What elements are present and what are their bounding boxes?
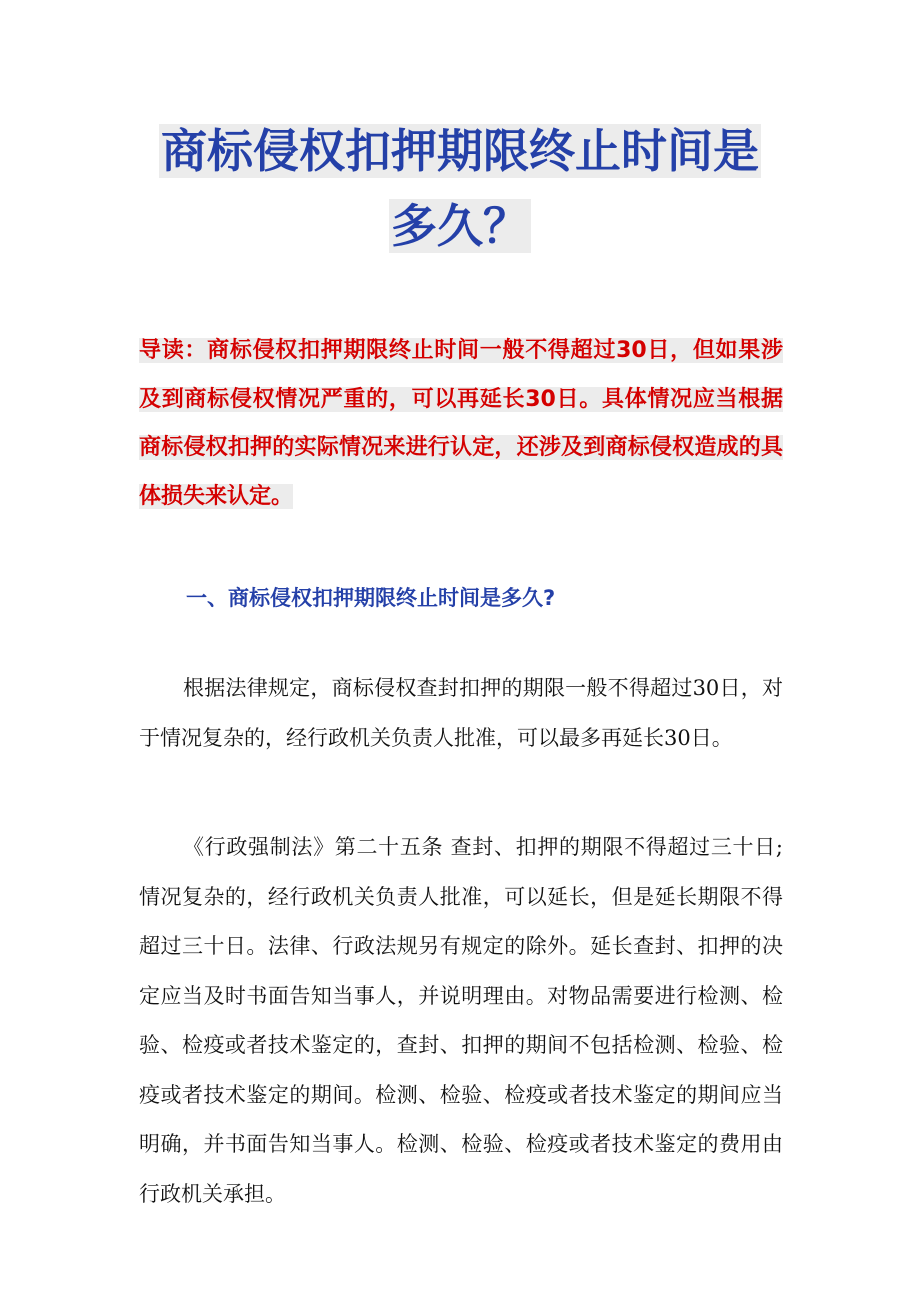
body-paragraph-2: 《行政强制法》第二十五条 查封、扣押的期限不得超过三十日;情况复杂的，经行政机关负责人批准，可以延长，但是延长期限不得超过三十日。法律、行政法规另有规定的除外。延长查封、扣押的决定应当及时书面告知当事人，并说明理由。对物品需要进行检测、检验、检疫或者技术鉴定的，查封、扣押的期间不包括检测、检验、检疫或者技术鉴定的期间。检测、检验、检疫或者技术鉴定的期间应当明确，并书面告知当事人。检测、检验、检疫或者技术鉴定的费用由行政机关承担。	[139, 835, 783, 1206]
document-title-line-1	[0, 113, 920, 189]
section-heading: 一、商标侵权扣押期限终止时间是多久?	[186, 586, 556, 610]
intro-summary	[139, 327, 783, 521]
title-text-2: 多久？	[391, 199, 529, 253]
body-paragraph-1: 根据法律规定，商标侵权查封扣押的期限一般不得超过30日，对于情况复杂的，经行政机关负责人批准，可以最多再延长30日。	[139, 676, 783, 750]
document-title-line-2	[0, 188, 920, 264]
title-text-1: 商标侵权扣押期限终止时间是	[161, 124, 759, 178]
intro-text: 导读：商标侵权扣押期限终止时间一般不得超过30日，但如果涉及到商标侵权情况严重的，可以再延长30日。具体情况应当根据商标侵权扣押的实际情况来进行认定，还涉及到商标侵权造成的具体损失来认定。	[139, 338, 783, 509]
